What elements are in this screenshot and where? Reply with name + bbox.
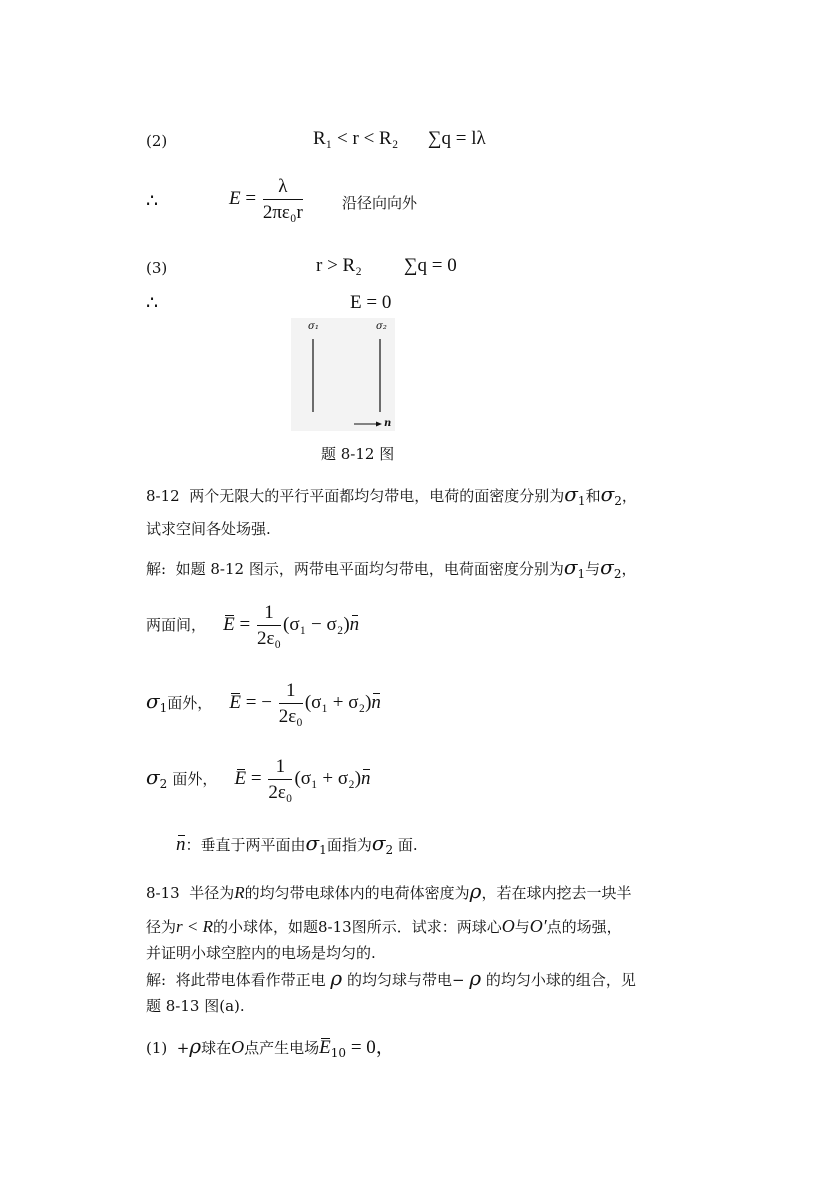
solution-step-1	[146, 1032, 395, 1060]
charge-sum-1: ∑q = lλ	[428, 128, 486, 149]
field-between-planes: 两面间， E = $\frac{1}{\text{2ε₀}}$ (σ₁ − σ₂)n	[146, 602, 360, 649]
punct: ，	[621, 487, 637, 505]
punct: ，	[621, 560, 637, 578]
problem-8-13-line1	[146, 879, 631, 903]
sigma-symbol: σ	[371, 831, 386, 855]
sigma-symbol: σ	[146, 689, 160, 714]
rho-symbol: ρ	[330, 966, 343, 990]
fraction-numerator: λ	[263, 176, 303, 200]
rho-symbol: ρ	[189, 1034, 202, 1058]
minus-sign: −	[451, 971, 465, 989]
problem-8-12-line2: 试求空间各处场强.	[146, 520, 271, 538]
parallel-planes-figure	[291, 318, 395, 431]
fraction-numerator: 1	[268, 756, 292, 780]
field-vector: E	[229, 692, 242, 714]
solution-8-13-intro	[146, 966, 636, 990]
problem-number: 8-12	[146, 487, 180, 505]
center-O: O	[501, 916, 515, 936]
figure-n-label: n	[384, 418, 392, 429]
eq-rhs: (σ₁ + σ₂)	[304, 692, 372, 714]
step-text: 球在	[201, 1039, 232, 1057]
small-radius: r < R	[176, 917, 213, 936]
minus-sign: −	[261, 692, 272, 714]
charge-sum-2: ∑q = 0	[404, 255, 457, 276]
part-label-3: (3)	[146, 259, 168, 277]
problem-text: 的小球体，如题8-13图所示．试求：两球心	[213, 918, 502, 936]
problem-text: 点的场强，	[546, 918, 622, 936]
eq-label: 面外，	[172, 770, 218, 789]
zero-field-equation: E = 0	[350, 292, 392, 313]
problem-8-13-line2	[146, 916, 622, 937]
eq-label: 两面间，	[146, 616, 207, 635]
field-symbol: E	[229, 188, 241, 210]
field-vector: E	[319, 1037, 331, 1058]
problem-8-12-line1: 8-12 两个无限大的平行平面都均匀带电，电荷的面密度分别为$\sigma_1$和$\sigma_2$，	[146, 482, 637, 508]
figure-caption: 题 8-12 图	[321, 445, 395, 463]
condition-r-between: R₁ < r < R₂	[313, 128, 399, 149]
sigma-symbol: σ	[146, 765, 160, 790]
center-O: O	[231, 1037, 245, 1057]
field-vector: E	[234, 768, 247, 790]
problem-text: ，若在球内挖去一块半	[481, 884, 632, 902]
normal-vector: n	[349, 614, 360, 636]
fraction	[257, 602, 281, 650]
problem-text: 径为	[146, 918, 177, 936]
field-equation-1: E = $\frac{\lambda}{\text{2πε₀r}}$	[229, 176, 303, 223]
solution-text: 的均匀球与带电	[346, 971, 452, 989]
field-vector: E	[223, 614, 235, 636]
with-text: 与	[585, 560, 601, 578]
solution-8-12-intro: 解: 如题 8-12 图示，两带电平面均匀带电，电荷面密度分别为$\sigma_1$与$\sigma_2$，	[146, 555, 637, 581]
sigma-symbol: σ	[305, 831, 320, 855]
step-eq: = 0，	[346, 1037, 395, 1058]
field-outside-plane-1: $\sigma_1$面外， E = − $\frac{1}{\text{2ε₀}}$ (σ₁ + σ₂)n	[146, 680, 381, 727]
problem-number: 8-13	[146, 884, 180, 902]
problem-8-13-line3: 并证明小球空腔内的电场是均匀的.	[146, 944, 376, 962]
field-subscript: 10	[330, 1046, 347, 1060]
therefore-symbol-1: ∴	[146, 191, 159, 212]
solution-text: 将此带电体看作带正电	[175, 971, 326, 989]
fraction-denominator: 2πε₀r	[262, 201, 303, 223]
parallel-planes-diagram	[291, 318, 395, 431]
part-label-2: (2)	[146, 132, 168, 150]
solution-text: 的均匀小球的组合，见	[485, 971, 636, 989]
sigma-symbol: σ	[564, 482, 578, 506]
normal-arrow-head	[376, 422, 382, 427]
step-label: (1)	[146, 1039, 168, 1057]
eq-label: 面外，	[167, 694, 213, 713]
rho-symbol: ρ	[469, 966, 482, 990]
eq-rhs: (σ₁ + σ₂)	[294, 768, 362, 790]
plus-sign: +	[176, 1039, 190, 1057]
direction-note: 沿径向向外	[342, 194, 418, 212]
solution-label: 解:	[146, 971, 167, 989]
normal-vector: n	[176, 834, 186, 855]
condition-r-outside: r > R₂	[316, 255, 362, 276]
rho-symbol: ρ	[469, 879, 482, 903]
normal-vector: n	[371, 692, 381, 714]
sigma-symbol: σ	[563, 555, 578, 579]
note-text: 面.	[397, 836, 418, 854]
eq-rhs: (σ₁ − σ₂)	[283, 614, 350, 636]
figure-sigma2-label: σ₂	[376, 321, 387, 332]
figure-sigma1-label: σ₁	[308, 321, 319, 332]
fraction-numerator: 1	[279, 680, 303, 704]
with-text: 与	[514, 918, 530, 936]
fraction	[279, 680, 303, 728]
fraction-numerator: 1	[257, 602, 281, 626]
note-text: 面指为	[326, 836, 372, 854]
fraction-denominator: 2ε₀	[268, 781, 293, 803]
sigma-symbol: σ	[600, 482, 615, 506]
problem-text: 两个无限大的平行平面都均匀带电，电荷的面密度分别为	[189, 487, 565, 505]
therefore-symbol-2: ∴	[146, 293, 159, 314]
radius-R: R	[234, 883, 245, 902]
note-text: ：垂直于两平面由	[185, 836, 306, 854]
fraction-denominator: 2ε₀	[278, 705, 303, 727]
fraction-denominator: 2ε₀	[256, 627, 282, 649]
fraction	[263, 176, 303, 224]
step-text: 点产生电场	[244, 1039, 320, 1057]
and-text: 和	[585, 487, 601, 505]
center-O-prime: O′	[529, 916, 547, 936]
normal-direction-note: n：垂直于两平面由$\sigma_1$面指为$\sigma_2$ 面.	[176, 831, 418, 857]
field-outside-plane-2: $\sigma_2$ 面外， E = $\frac{1}{\text{2ε₀}}$ (σ₁ + σ₂)n	[146, 756, 371, 803]
fraction	[268, 756, 292, 804]
solution-8-13-ref: 题 8-13 图(a).	[146, 997, 245, 1015]
solution-text: 如题 8-12 图示，两带电平面均匀带电，电荷面密度分别为	[175, 560, 564, 578]
sigma-symbol: σ	[600, 555, 614, 579]
solution-label: 解:	[146, 560, 167, 578]
problem-text: 的均匀带电球体内的电荷体密度为	[244, 884, 470, 902]
normal-vector: n	[361, 768, 371, 790]
problem-text: 半径为	[189, 884, 235, 902]
